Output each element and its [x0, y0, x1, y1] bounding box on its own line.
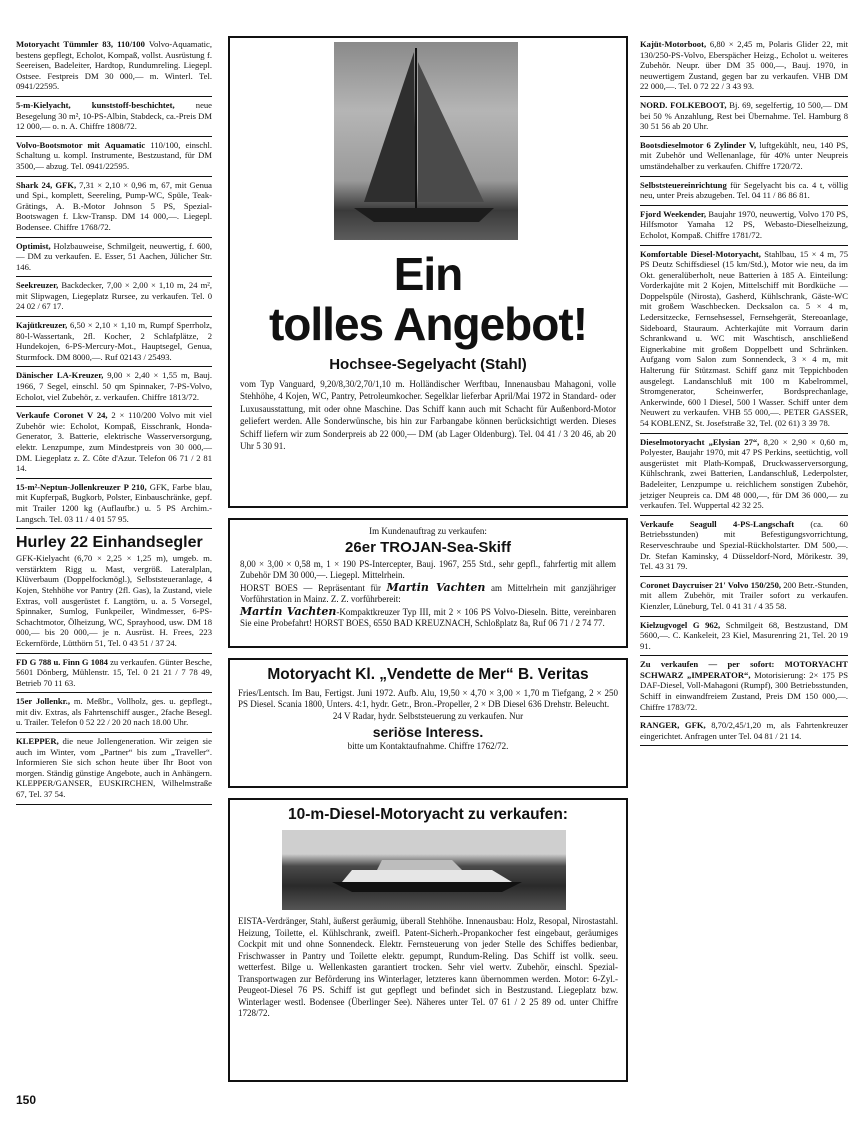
classified-ad — [16, 733, 212, 805]
ad-display-title: Hurley 22 Einhandsegler — [16, 534, 203, 552]
ad-heading: Selbststeuereinrichtung — [640, 179, 727, 190]
brand-logo: Martin Vachten — [386, 580, 486, 594]
ad-heading: Komfortable Diesel-Motoryacht, — [640, 248, 761, 259]
classified-ad — [16, 479, 212, 529]
ad-heading: Optimist, — [16, 240, 51, 251]
ad-heading: 5-m-Kielyacht, kunststoff-beschichtet, — [16, 99, 175, 110]
sailboat-photo — [334, 42, 518, 240]
right-column — [640, 36, 848, 746]
ad-heading: Kajütkreuzer, — [16, 320, 68, 331]
ad-heading: Motoryacht Tümmler 83, 110/100 — [16, 39, 145, 49]
ad-heading: 15er Jollenkr., — [16, 696, 70, 707]
brand-logo-2: Martin Vachten — [240, 604, 337, 618]
ad-heading: Bootsdieselmotor 6 Zylinder V, — [640, 139, 757, 150]
ad-trojan — [228, 518, 628, 648]
ad-heading: Dänischer LA-Kreuzer, — [16, 370, 104, 381]
ad-text: Stahlbau, 15 × 4 m, 75 PS Deutz Schiffsdiesel (15 km/Std.), Motor wie neu, da im Okt. generalüberholt, neue Batterien à 185 A. Einteilung: Vorderkajüte mit 2 Kojen, Mittelschiff mit Bordküche — Doppelspüle (Nirosta), Gasherd, Kühlschrank, Gäste-WC mit großem Waschbecken. Decksalon ca. 5 × 4 m, Ledersitzecke, Fernsehsessel, Fernsehgerät, Stereoanlage, Sideboard, Stauraum. Achterkajüte mit Vorraum darin Schrankwand u. WC mit Waschtisch, anschließend Eignerkabine mit großem Doppelbett und Schränken. Aufgang vom Salon zum Sonnendeck, 3 × 4 m, mit Halterung für Stützmast. Schiff ganz mit Teppichboden ausgelegt. Landanschluß mit 100 m Kabelrommel, Stromgenerator, Scheinwerfer, Bordsprechanlage, Ankerwinde, 600 l Diesel, 500 l Wasser. Schiff unter dem Neuwert zu verkaufen. VHB 55 000,—. PETER GASSER, 54 KOBLENZ, St. Josefstraße 32, Tel. (02 61) 3 39 78. — [640, 248, 848, 428]
classified-ad — [16, 137, 212, 177]
angebot-body: vom Typ Vanguard, 9,20/8,30/2,70/1,10 m. Holländischer Werftbau, Innenausbau Mahagoni, volle Stehhöhe, 4 Kojen, WC, Pantry, Petroleumkocher. Segelklar lieferbar April/Mai 1972 in Standard- oder Luxusausstattung, mit oder ohne Maschine. Das Schiff kann auch mit Schacht für Außenbord-Motor geliefert werden. Alle Sonderwünsche, bis hin zur Farbangabe können berücksichtigt werden. Dieses Schiff liefern wir zum Sonderpreis ab 22 000,— DM (ab Lager Oldenburg). Tel. 04 41 / 3 20 46, ab 20 Uhr 5 30 91. — [240, 379, 616, 452]
classified-ad — [640, 577, 848, 617]
ad-text: 6,80 × 2,45 m, Polaris Glider 22, mit 130/250-PS-Volvo, Eberspächer Heizg., Echolot u. weiteres Zubehör. Neupr. über DM 35 000,—, Bauj. 1970, in neuwertigem Zustand, gegen bar zu verkaufen. VHB DM 22 000,—. Tel. 0 72 22 / 3 43 93. — [640, 39, 848, 92]
trojan-body2 — [240, 582, 616, 606]
ad-text: m. Meßbr., Vollholz, ges. u. gepflegt., mit div. Extras, als Fahrtenschiff ausger., 2fache Besegl. u. Trailer. Telefon 0 52 22 / 20 20 nach 18.00 Uhr. — [16, 696, 212, 728]
classified-ad — [16, 97, 212, 137]
vendette-subtitle: seriöse Interess. — [372, 723, 484, 740]
ad-heading: 15-m²-Neptun-Jollenkreuzer P 210, — [16, 481, 147, 492]
ad-heading: Volvo-Bootsmotor mit Aquamatic — [16, 139, 146, 150]
classified-ad — [16, 693, 212, 733]
classified-ad — [640, 717, 848, 746]
diesel-title: 10-m-Diesel-Motoryacht zu verkaufen: — [288, 806, 568, 823]
ad-text: Volvo-Aquamatic, bestens gepflegt, Echolot, Kompaß, vollst. Ausrüstung f. Seereisen, Badeleiter, Hardtop, Rundumreling. Liegepl. Ostsee. Festpreis DM 30 000,— m. Winterl. Tel. 0941/22595. — [16, 39, 212, 92]
ad-text: Backdecker, 7,00 × 2,00 × 1,10 m, 24 m², mit Slipwagen, Liegeplatz Rursee, zu verkaufen. Tel. 0 24 02 / 67 17. — [16, 280, 212, 312]
ad-text: (ca. 60 Betriebsstunden) mit Befestigungsvorrichtung, Reserveschraube und Spezial-Rückholstarter. DM 500,—. Dr. Stefan Kaminsky, 4 Düsseldorf-Nord, Mörikestr. 39, Tel. 43 31 79. — [640, 518, 848, 572]
left-column — [16, 36, 212, 805]
trojan-body2b: am Mittelrhein mit ganzjähriger Vorführstation in Mainz. Z. Z. vorführbereit: — [240, 582, 617, 605]
ad-heading: FD G 788 u. Finn G 1084 — [16, 656, 108, 667]
classified-ad — [640, 177, 848, 206]
ad-text: 9,00 × 2,40 × 1,55 m, Bauj. 1966, 7 Segel, einschl. 50 qm Spinnaker, 7-PS-Volvo, Echolot, viel Zubehör, z. verkaufen. Chiffre 1813/72. — [16, 370, 212, 402]
ad-heading: Shark 24, GFK, — [16, 179, 77, 190]
classified-ad — [16, 317, 212, 367]
trojan-title: 26er TROJAN-Sea-Skiff — [345, 539, 511, 556]
ad-heading: Verkaufe Seagull 4-PS-Langschaft — [640, 518, 795, 529]
ad-heading: NORD. FOLKEBOOT, — [640, 99, 727, 110]
angebot-title-line2: tolles Angebot! — [268, 298, 588, 350]
ad-text: zu verkaufen. Günter Besche, 5601 Dönberg, Mühlenstr. 15, Tel. 0 21 21 / 7 78 49, Betrieb 70 11 63. — [16, 656, 212, 688]
classified-ad — [16, 654, 212, 694]
ad-heading: Zu verkaufen — per sofort: MOTORYACHT SCHWARZ „IMPERATOR“, — [640, 659, 848, 680]
ad-text: luftgekühlt, neu, 140 PS, mit Zubehör und Wellenanlage, für 40% unter Neupreis umständehalber zu verkaufen. Chiffre 1720/72. — [640, 139, 848, 171]
vendette-body: Fries/Lentsch. Im Bau, Fertigst. Juni 1972. Aufb. Alu, 19,50 × 4,70 × 3,00 × 1,70 m Tiefgang, 2 × 250 PS Diesel. Scania 1800, Unters. 4:1, hydr. Getr., Bron.-Propeller, 2 × DB Diesel 636 Drehstr. Beleucht. — [238, 688, 618, 710]
ad-heading: Dieselmotoryacht „Elysian 27“, — [640, 436, 760, 447]
classified-ad — [16, 367, 212, 407]
classified-ad — [640, 206, 848, 246]
classified-ad — [640, 617, 848, 657]
ad-heading: Kielzugvogel G 962, — [640, 619, 721, 630]
classified-ad — [640, 656, 848, 717]
ad-text: die neue Jollengeneration. Wir zeigen sie auch im Winter, vom „Partner“ bis zum „Traveller“. Informieren Sie sich schon heute über Ihr Boot von morgen. Ständig günstige Angebote, auch in Anhängern. KLEPPER/GANSER, EUSKIRCHEN, Wilhelmstraße 67, Tel. 37 54. — [16, 736, 212, 800]
diesel-body: EISTA-Verdränger, Stahl, äußerst geräumig, überall Stehhöhe. Innenausbau: Holz, Resopal, Nirostastahl. Heizung, Toilette, el. Kühlschrank, zweifl. Patent-Sicherh.-Propankocher fest eingebaut, geräumiges Cockpit mit und ohne Sonnendeck. Elektr. Fernsteuerung von jeder Stelle des Schiffes bedienbar, Frischwasser in Pantry und Toilette elektr. gepumpt, Rundum-Reling. Das Schiff ist vollk. seeu. wetterfest. Bilge u. Wellenkasten garantiert trocken. Sehr viel wertv. Zubehör, einschl. Spezial-Transportwagen zur Beförderung ins Winterlager, letzteres kann übernommen werden. Motor: 6-Zyl.-Peugeot-Diesel 76 PS. Schiff ist gut gepflegt und befindet sich in Bestzustand. Liegeplatz bzw. Winterlager westl. Bodensee (Überlinger See). Näheres unter Tel. 07 61 / 2 25 89 od. unter Chiffre 1728/72. — [238, 916, 618, 1018]
middle-column — [228, 36, 628, 1092]
trojan-intro: Im Kundenauftrag zu verkaufen: — [369, 526, 487, 536]
vendette-line2: 24 V Radar, hydr. Selbststeuerung zu verkaufen. Nur — [332, 710, 524, 721]
classified-ad — [16, 177, 212, 238]
classified-ad — [640, 516, 848, 577]
ad-text: 8,70/2,45/1,20 m, als Fahrtenkreuzer eingerichtet. Anfragen unter Tel. 04 81 / 21 14. — [640, 720, 848, 741]
ad-text: 200 Betr.-Stunden, mit allem Zubehör, mit Trailer sofort zu verkaufen. Kienzler, Lüneburg, Tel. 0 41 31 / 4 35 58. — [640, 579, 848, 611]
ad-text: 6,50 × 2,10 × 1,10 m, Rumpf Sperrholz, 80-l-Wassertank, 2fl. Kocher, 2 Schlafplätze, 2 Hundekojen, 6-PS-Mercury-Mot., Hauptsegel, Genua, Sturmfock. DM 8000,—. Ruf 02143 / 25493. — [16, 320, 212, 362]
ad-text: GFK-Kielyacht (6,70 × 2,25 × 1,25 m), umgeb. m. verstärktem Rigg u. Mast, vergröß. Lateralplan, Klüverbaum (Doppelfockmögl.), Selbststeueranlage, 4 Kojen, Stehhöhe vor Pantry (2fl. Gas), la Zustand, viele Extras, voll ausgerüstet f. Langtörn, u. a. 5 Vorsegel, Spinnaker, Sumlog, Funkpeiler, Windmesser, 6-PS-Schachtmotor, Ölheizung, WC, Sprayhood, usw. DM 18 000,— bis 20 000,— je n. Ausrüst. H. Frees, 223 Eckernförde, Lütthörn 51, Tel. 0 43 51 / 37 24. — [16, 553, 212, 648]
trojan-body2a: HORST BOES — Repräsentant für — [240, 582, 381, 593]
ad-text: für Segelyacht bis ca. 4 t, völlig neu, unter Preis abzugeben. Tel. 04 11 / 86 86 81. — [640, 179, 848, 201]
classified-ad — [16, 529, 212, 653]
ad-heading: KLEPPER, — [16, 736, 59, 747]
classified-ad — [640, 97, 848, 137]
classified-ad — [16, 277, 212, 317]
classified-ad — [640, 36, 848, 97]
classified-ad — [16, 36, 212, 97]
ad-text: 8,20 × 2,90 × 0,60 m, Polyester, Baujahr 1970, mit 47 PS Perkins, seetüchtig, voll ausgerüstet mit Plath-Kompaß, Druckwasserversorgung, Kühlschrank, zwei Batterien, Landanschluß, Lederpolster, Badeleiter, Lenzpumpe u. reichlichem sonstigen Zubehör, jetziger Neupreis ca. DM 48 000,—, für DM 36 000,— zu verkaufen. Tel. Wuppertal 42 32 25. — [640, 436, 848, 511]
angebot-title-line1: Ein — [393, 248, 463, 300]
ad-text: 7,31 × 2,10 × 0,96 m, 67, mit Genua und Spi., komplett, Seereling, Pump-WC, Spüle, Teak-Grätings, A. B.-Motor Johnson 5 PS, Spezial-Bootswagen f. Lkw-Transp. DM 14 000,—. Liegepl. Bodensee. Chiffre 1768/72. — [16, 179, 212, 232]
ad-text: neue Besegelung 30 m², 10-PS-Albin, Stabdeck, ca.-Preis DM 12 000,— o. n. A. Chiffre 1808/72. — [16, 99, 212, 132]
classified-ad — [16, 407, 212, 479]
classified-ad — [640, 137, 848, 177]
ad-text: Holzbauweise, Schmilgeit, neuwertig, f. 600,— DM zu verkaufen. E. Esser, 51 Aachen, Jülicher Str. 146. — [16, 240, 212, 272]
classified-ad — [16, 238, 212, 278]
ad-vendette — [228, 658, 628, 788]
classified-ad — [640, 246, 848, 434]
angebot-subtitle: Hochsee-Segelyacht (Stahl) — [329, 356, 527, 373]
ad-text: Baujahr 1970, neuwertig, Volvo 170 PS, Hilfsmotor Yamaha 12 PS, Webasto-Dieselheizung, Echolot, Kompaß. Chiffre 1781/72. — [640, 208, 848, 240]
page-number: 150 — [16, 1093, 37, 1107]
ad-heading: Seekreuzer, — [16, 280, 59, 291]
ad-text: GFK, Farbe blau, mit Kupferpaß, Bugkorb, Polster, Einbauschränke, gepf. mit Trailer 1200 kg (Auflaufbr.) u. 5 PS Archim.-Langsch. Tel. 03 11 / 4 01 57 95. — [16, 481, 212, 524]
trojan-body1: 8,00 × 3,00 × 0,58 m, 1 × 190 PS-Intercepter, Bauj. 1967, 255 Std., sehr gepfl., fahrfertig mit allem Zubehör DM 30 000,—. Liegepl. Mittelrhein. — [240, 559, 616, 581]
ad-heading: Kajüt-Motorboot, — [640, 39, 707, 49]
classified-ad — [640, 434, 848, 516]
ad-text: 110/100, einschl. Schaltung u. kompl. Instrumente, Bestzustand, für DM 3500,— abzug. Tel. 0941/22595. — [16, 139, 212, 171]
vendette-footer: bitte um Kontaktaufnahme. Chiffre 1762/72. — [347, 740, 509, 751]
ad-text: 2 × 110/200 Volvo mit viel Zubehör wie: Echolot, Kompaß, Eisschrank, Honda-Generator, 3. Batterie, elektrische Wasserversorgung, elektr. Lenzpumpe, zum Mindestpreis von 30 000,— DM. Liegeplatz z. Z. Côte d'Azur. Telefon 06 71 / 2 81 14. — [16, 410, 212, 474]
ad-heading: RANGER, GFK, — [640, 720, 706, 731]
trojan-body3-text: -Kompaktkreuzer Typ III, mit 2 × 106 PS Volvo-Dieseln. Bitte, vereinbaren Sie eine Probefahrt! HORST BOES, 6550 BAD KREUZNACH, Schloßplatz 8a, Ruf 06 71 / 2 74 77. — [240, 606, 616, 629]
ad-text: Bj. 69, segelfertig, 10 500,— DM bei 50 % Anzahlung, Rest bei Übernahme. Tel. Hamburg 8 30 51 56 ab 20 Uhr. — [640, 99, 849, 132]
ad-heading: Fjord Weekender, — [640, 208, 707, 219]
ad-diesel-motoryacht — [228, 798, 628, 1082]
ad-text: Schmilgeit 68, Bestzustand, DM 5600,—. C. Kankeleit, 23 Kiel, Masurenring 21, Tel. 20 19 91. — [640, 619, 849, 651]
ad-heading: Verkaufe Coronet V 24, — [16, 410, 108, 421]
ad-tolles-angebot — [228, 36, 628, 508]
trojan-body3 — [240, 606, 616, 630]
motoryacht-photo — [282, 830, 566, 910]
ad-heading: Coronet Daycruiser 21' Volvo 150/250, — [640, 579, 782, 590]
vendette-title: Motoryacht Kl. „Vendette de Mer“ B. Veritas — [267, 666, 589, 683]
ad-text: Motorisierung: 2× 175 PS DAF-Diesel, Voll-Mahagoni (Rumpf), 300 Betriebsstunden, Schiff in einwandfreiem Zustand, Preis DM 150 000,—. Chiffre 1783/72. — [640, 669, 848, 712]
